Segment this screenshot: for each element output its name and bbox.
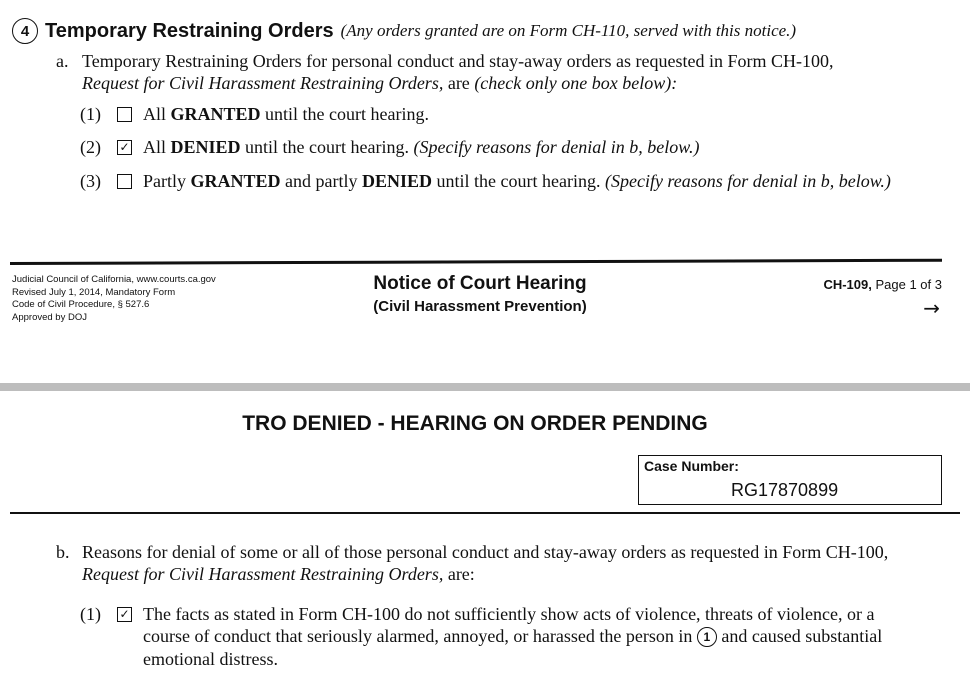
option-1-number: (1) — [80, 104, 101, 124]
option-text: All — [143, 137, 171, 157]
footer-left-info — [12, 274, 216, 324]
item-a-instruction: (check only one box below): — [474, 73, 678, 93]
option-2-checkbox[interactable]: ✓ — [117, 140, 132, 155]
option-text: All — [143, 104, 171, 124]
item-b-line1: Reasons for denial of some or all of those personal conduct and stay-away orders as requested in Form CH-100, — [82, 542, 889, 562]
option-3-number: (3) — [80, 171, 101, 191]
option-3-text — [143, 171, 891, 192]
section-title-note: (Any orders granted are on Form CH-110, served with this notice.) — [340, 21, 797, 40]
item-a-line2 — [82, 73, 677, 94]
reason-1-number: (1) — [80, 604, 101, 624]
footer-form-id: CH-109, — [823, 277, 872, 292]
option-bold: DENIED — [362, 171, 433, 191]
option-text: until the court hearing. — [432, 171, 605, 191]
footer-center — [330, 273, 630, 315]
option-1-checkbox[interactable] — [117, 107, 132, 122]
item-b-label: b. — [56, 542, 70, 562]
footer-page-info — [823, 277, 942, 292]
case-number-value[interactable]: RG17870899 — [731, 480, 839, 500]
footer-council: Judicial Council of California, www.courts.ca.gov — [12, 274, 216, 285]
footer-code: Code of Civil Procedure, § 527.6 — [12, 299, 150, 310]
option-text: and partly — [280, 171, 362, 191]
section-title: Temporary Restraining Orders — [45, 19, 334, 42]
reason-1-line3: emotional distress. — [143, 649, 278, 669]
option-text: until the court hearing. — [240, 137, 414, 157]
case-number-label: Case Number: — [644, 458, 739, 474]
page2-heading: TRO DENIED - HEARING ON ORDER PENDING — [242, 412, 708, 435]
footer-revised: Revised July 1, 2014, Mandatory Form — [12, 286, 176, 298]
item-b-are: are: — [443, 564, 475, 584]
section-number-circle: 4 — [12, 18, 38, 44]
footer-form-subtitle: (Civil Harassment Prevention) — [373, 298, 587, 315]
option-bold: GRANTED — [190, 171, 281, 191]
option-bold: GRANTED — [170, 104, 261, 124]
reason-1-checkbox[interactable]: ✓ — [117, 607, 132, 622]
option-2-number: (2) — [80, 137, 101, 157]
option-2-text — [143, 137, 699, 158]
form-name-italic: Request for Civil Harassment Restraining Orders, — [82, 564, 444, 584]
item-b-line2 — [82, 564, 475, 585]
option-text: until the court hearing. — [260, 104, 429, 124]
case-number-box — [638, 455, 942, 505]
next-page-arrow-icon: → — [923, 296, 940, 320]
reason-text: and caused substantial — [716, 626, 883, 646]
option-note: (Specify reasons for denial in b, below.) — [413, 137, 700, 157]
footer-rule — [10, 259, 942, 265]
reason-1-line2 — [143, 626, 882, 647]
option-text: Partly — [143, 171, 191, 191]
option-bold: DENIED — [170, 137, 241, 157]
page-separator — [0, 383, 970, 391]
item-a-are: are — [443, 73, 475, 93]
footer-page-number: Page 1 of 3 — [871, 277, 942, 292]
option-1-text — [143, 104, 429, 125]
reason-1-line1: The facts as stated in Form CH-100 do not sufficiently show acts of violence, threats of violence, or a — [143, 604, 875, 624]
footer-approved: Approved by DOJ — [12, 311, 87, 323]
option-note: (Specify reasons for denial in b, below.) — [604, 171, 891, 191]
option-3-checkbox[interactable] — [117, 174, 132, 189]
item-a-label: a. — [56, 51, 69, 71]
reason-text: course of conduct that seriously alarmed, annoyed, or harassed the person in — [143, 626, 697, 646]
item-a-line1: Temporary Restraining Orders for personal conduct and stay-away orders as requested in Form CH-100, — [82, 51, 834, 71]
form-name-italic: Request for Civil Harassment Restraining Orders, — [82, 73, 444, 93]
party-number-circle: 1 — [697, 627, 717, 647]
footer-form-title: Notice of Court Hearing — [373, 273, 587, 294]
header-rule — [10, 512, 960, 514]
section-4-header — [12, 17, 796, 45]
